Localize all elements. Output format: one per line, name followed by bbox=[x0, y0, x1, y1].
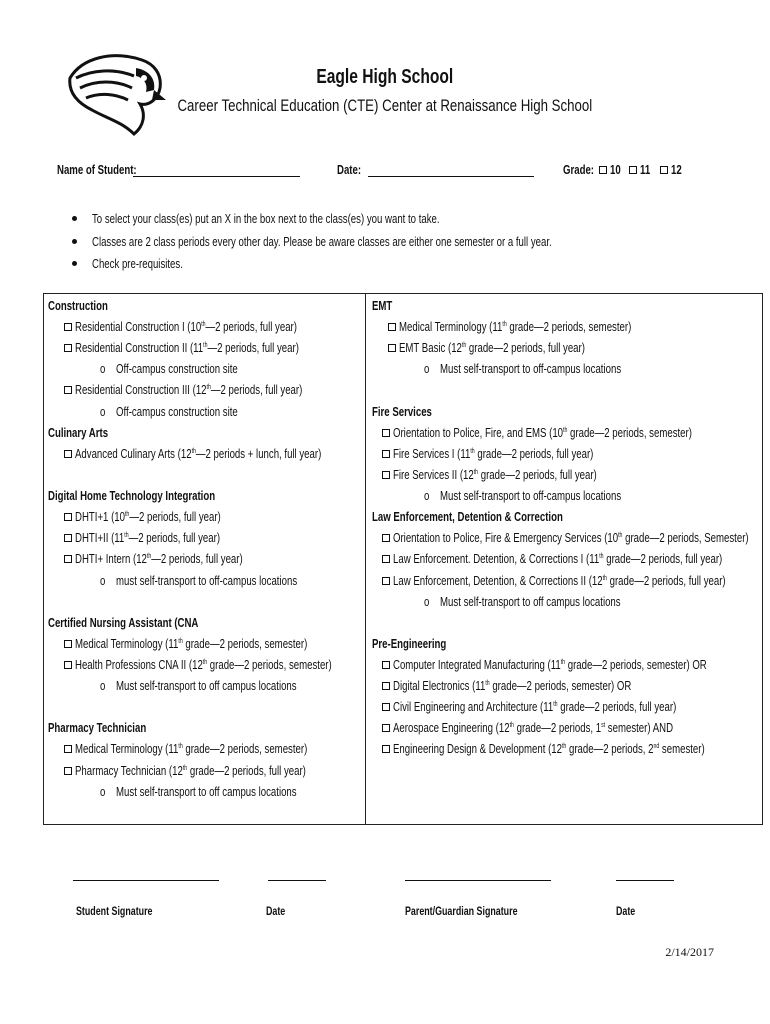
section-heading-cna: Certified Nursing Assistant (CNA bbox=[48, 615, 199, 630]
date-label-1: Date bbox=[266, 904, 286, 918]
course-res-construction-3[interactable]: Residential Construction III (12th—2 periods, full year) bbox=[64, 382, 382, 398]
name-line[interactable] bbox=[133, 164, 300, 177]
course-res-construction-2[interactable]: Residential Construction II (11th—2 periods, full year) bbox=[64, 340, 378, 356]
course-law-orientation[interactable]: Orientation to Police, Fire & Emergency Services (10th grade—2 periods, Semester) bbox=[382, 530, 770, 546]
name-label: Name of Student: bbox=[57, 162, 137, 177]
parent-signature-label: Parent/Guardian Signature bbox=[405, 904, 518, 918]
course-pre-civil[interactable]: Civil Engineering and Architecture (11th grade—2 periods, full year) bbox=[382, 699, 770, 715]
course-law-2[interactable]: Law Enforcement, Detention, & Corrections II (12th grade—2 periods, full year) bbox=[382, 573, 770, 589]
course-fire-orientation[interactable]: Orientation to Police, Fire, and EMS (10th grade—2 periods, semester) bbox=[382, 425, 770, 441]
course-dhti-intern[interactable]: DHTI+ Intern (12th—2 periods, full year) bbox=[64, 551, 302, 567]
school-title: Eagle High School bbox=[316, 66, 454, 88]
course-pre-aerospace[interactable]: Aerospace Engineering (12th grade—2 periods, 1st semester) AND bbox=[382, 720, 770, 736]
cte-subtitle: Career Technical Education (CTE) Center at Renaissance High School bbox=[177, 96, 593, 115]
student-signature-label: Student Signature bbox=[76, 904, 153, 918]
course-emt-med-term[interactable]: Medical Terminology (11th grade—2 periods, semester) bbox=[388, 319, 713, 335]
course-fire-1[interactable]: Fire Services I (11th grade—2 periods, full year) bbox=[382, 446, 664, 462]
student-signature-line[interactable] bbox=[73, 880, 219, 881]
grade-11-checkbox[interactable] bbox=[629, 166, 637, 174]
course-fire-2[interactable]: Fire Services II (12th grade—2 periods, full year) bbox=[382, 467, 668, 483]
section-heading-culinary: Culinary Arts bbox=[48, 425, 109, 440]
course-note: o Must self-transport to off-campus locations bbox=[424, 488, 622, 503]
course-note: o Must self-transport to off campus locations bbox=[100, 678, 297, 693]
section-heading-pre-engineering: Pre-Engineering bbox=[372, 636, 447, 651]
course-dhti-2[interactable]: DHTI+II (11th—2 periods, full year) bbox=[64, 530, 271, 546]
course-pharm-med-term[interactable]: Medical Terminology (11th grade—2 periods, semester) bbox=[64, 741, 389, 757]
date-label: Date: bbox=[337, 162, 362, 177]
course-cna-health-prof[interactable]: Health Professions CNA II (12th grade—2 periods, semester) bbox=[64, 657, 422, 673]
parent-signature-line[interactable] bbox=[405, 880, 551, 881]
section-heading-law: Law Enforcement, Detention & Correction bbox=[372, 509, 563, 524]
eagle-mascot-icon bbox=[62, 48, 170, 138]
section-heading-emt: EMT bbox=[372, 298, 393, 313]
revision-date: 2/14/2017 bbox=[665, 945, 714, 959]
date-line-2[interactable] bbox=[616, 880, 674, 881]
student-name-field[interactable] bbox=[57, 162, 300, 177]
course-culinary[interactable]: Advanced Culinary Arts (12th—2 periods + lunch, full year) bbox=[64, 446, 408, 462]
course-note: o must self-transport to off-campus locations bbox=[100, 573, 298, 588]
course-cna-med-term[interactable]: Medical Terminology (11th grade—2 periods, semester) bbox=[64, 636, 389, 652]
course-pre-edd[interactable]: Engineering Design & Development (12th grade—2 periods, 2nd semester) bbox=[382, 741, 770, 757]
grade-10-checkbox[interactable] bbox=[599, 166, 607, 174]
course-note: o Must self-transport to off-campus locations bbox=[424, 361, 622, 376]
course-pharm-tech[interactable]: Pharmacy Technician (12th grade—2 periods, full year) bbox=[64, 763, 387, 779]
course-pre-digital[interactable]: Digital Electronics (11th grade—2 periods, semester) OR bbox=[382, 678, 715, 694]
date-line-1[interactable] bbox=[268, 880, 326, 881]
section-heading-dhti: Digital Home Technology Integration bbox=[48, 488, 216, 503]
date-line[interactable] bbox=[368, 164, 534, 177]
course-note: o Must self-transport to off campus locations bbox=[100, 784, 297, 799]
course-note: o Must self-transport to off campus locations bbox=[424, 594, 621, 609]
course-dhti-1[interactable]: DHTI+1 (10th—2 periods, full year) bbox=[64, 509, 272, 525]
course-emt-basic[interactable]: EMT Basic (12th grade—2 periods, full year) bbox=[388, 340, 650, 356]
section-heading-pharmacy: Pharmacy Technician bbox=[48, 720, 147, 735]
course-res-construction-1[interactable]: Residential Construction I (10th—2 periods, full year) bbox=[64, 319, 375, 335]
date-label-2: Date bbox=[616, 904, 636, 918]
grade-field: Grade: 10 11 12 bbox=[563, 162, 682, 177]
course-note: o Off-campus construction site bbox=[100, 404, 238, 419]
section-heading-fire: Fire Services bbox=[372, 404, 432, 419]
grade-12-checkbox[interactable] bbox=[660, 166, 668, 174]
grade-label: Grade: bbox=[563, 162, 595, 177]
date-field[interactable] bbox=[337, 162, 534, 177]
section-heading-construction: Construction bbox=[48, 298, 108, 313]
course-law-1[interactable]: Law Enforcement. Detention, & Corrections I (11th grade—2 periods, full year) bbox=[382, 551, 770, 567]
course-pre-cim[interactable]: Computer Integrated Manufacturing (11th grade—2 periods, semester) OR bbox=[382, 657, 770, 673]
course-note: o Off-campus construction site bbox=[100, 361, 238, 376]
